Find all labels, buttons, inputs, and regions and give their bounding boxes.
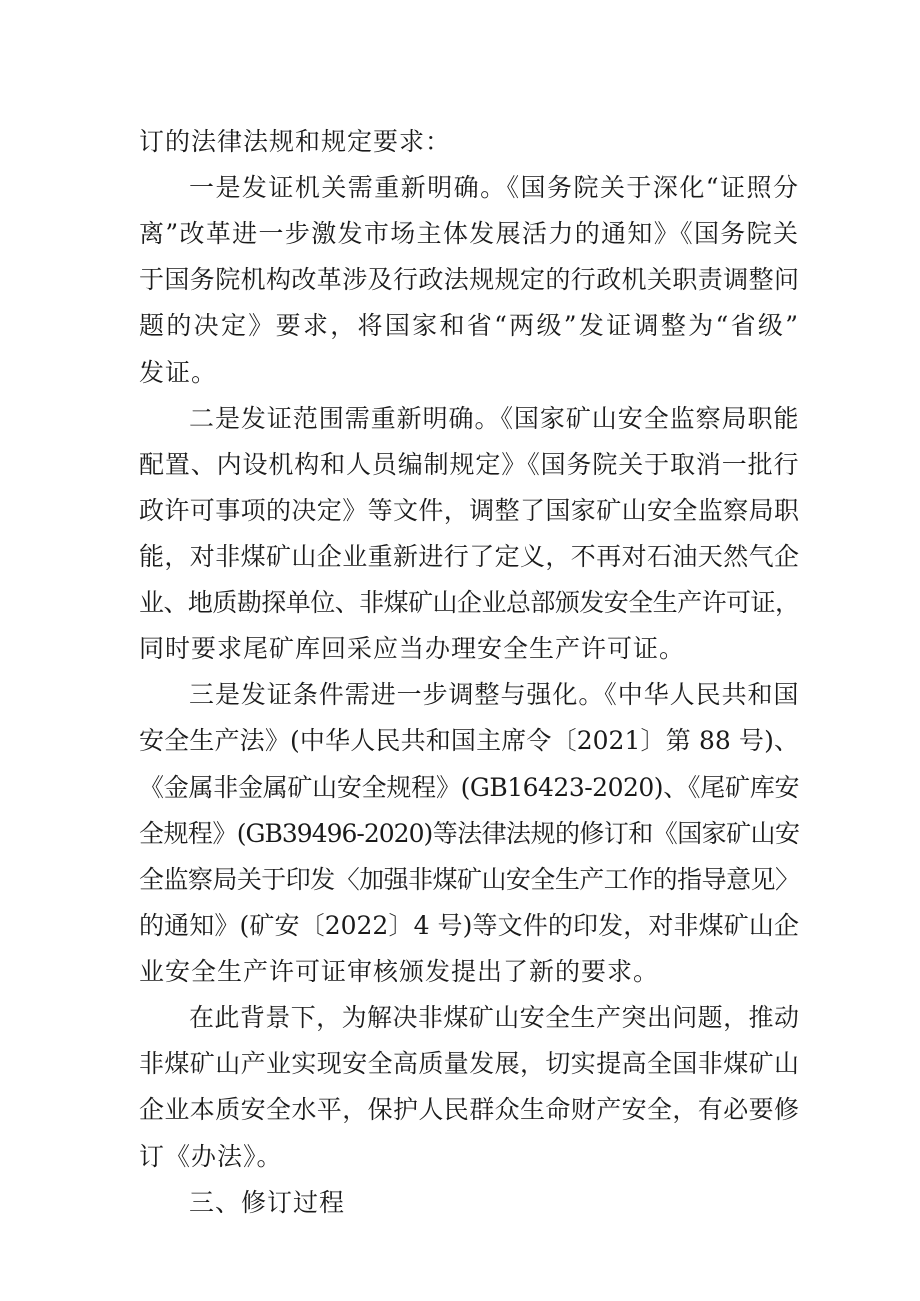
text-line: 业、地质勘探单位、非煤矿山企业总部颁发安全生产许可证，: [139, 588, 799, 617]
text-line: 全监察局关于印发〈加强非煤矿山安全生产工作的指导意见〉: [139, 865, 799, 894]
text-line: 在此背景下，为解决非煤矿山安全生产突出问题，推动: [189, 1003, 799, 1032]
text-line: 订《办法》。: [139, 1142, 283, 1171]
text-line: 安全生产法》(中华人民共和国主席令〔2021〕第 88 号)、: [139, 726, 799, 755]
text-line: 非煤矿山产业实现安全高质量发展，切实提高全国非煤矿山: [139, 1049, 799, 1078]
text-line: 订的法律法规和规定要求：: [139, 127, 452, 156]
section-heading: 三、修订过程: [189, 1188, 346, 1217]
text-line: 二是发证范围需重新明确。《国家矿山安全监察局职能: [189, 404, 799, 433]
text-line: 业安全生产许可证审核颁发提出了新的要求。: [139, 957, 660, 986]
text-line: 的通知》(矿安〔2022〕4 号)等文件的印发，对非煤矿山企: [139, 911, 799, 940]
text-line: 配置、内设机构和人员编制规定》《国务院关于取消一批行: [139, 450, 799, 479]
text-line: 全规程》(GB39496-2020)等法律法规的修订和《国家矿山安: [139, 819, 799, 848]
text-line: 一是发证机关需重新明确。《国务院关于深化“证照分: [189, 173, 799, 202]
text-line: 于国务院机构改革涉及行政法规规定的行政机关职责调整问: [139, 265, 799, 294]
text-line: 政许可事项的决定》等文件，调整了国家矿山安全监察局职: [139, 496, 799, 525]
text-line: 离”改革进一步激发市场主体发展活力的通知》《国务院关: [139, 219, 799, 248]
text-line: 《金属非金属矿山安全规程》(GB16423-2020)、《尾矿库安: [139, 773, 799, 802]
text-line: 题的决定》要求，将国家和省“两级”发证调整为“省级”: [139, 311, 799, 340]
text-line: 三是发证条件需进一步调整与强化。《中华人民共和国: [189, 680, 799, 709]
text-line: 同时要求尾矿库回采应当办理安全生产许可证。: [139, 634, 686, 663]
text-line: 发证。: [139, 358, 218, 387]
text-line: 能，对非煤矿山企业重新进行了定义，不再对石油天然气企: [139, 542, 799, 571]
text-line: 企业本质安全水平，保护人民群众生命财产安全，有必要修: [139, 1095, 799, 1124]
